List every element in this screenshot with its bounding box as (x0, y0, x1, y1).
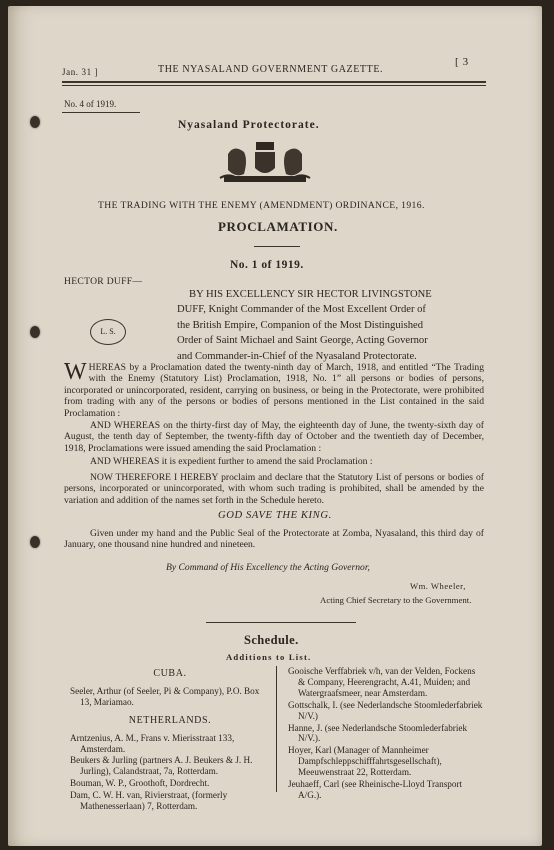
by-line: DUFF, Knight Commander of the Most Excellent Order of (177, 304, 426, 316)
binding-hole (30, 116, 40, 128)
header-rule-thin (62, 85, 486, 86)
protectorate-heading: Nyasaland Protectorate. (178, 119, 320, 131)
signatory-name: HECTOR DUFF— (64, 276, 143, 287)
drop-cap: W (64, 359, 87, 385)
list-item: Hoyer, Karl (Manager of Mannheimer Dampfschleppschifffahrtsgesellschaft), Meeuwenstraat 22, Rotterdam. (288, 745, 442, 778)
notice-number: No. 4 of 1919. (64, 99, 117, 109)
list-item: Gooische Verffabriek v/h, van der Velden, Fockens & Company, Heerengracht, A.41, Muiden; and Watergraafsmeer, near Amsterdam. (288, 666, 476, 698)
by-line: and Commander-in-Chief of the Nyasaland Protectorate. (177, 350, 417, 362)
schedule-right-column (288, 666, 484, 802)
schedule-title: Schedule. (244, 633, 299, 647)
list-item: Gottschalk, I. (see Nederlandsche Stoomlederfabriek N/V.) (288, 699, 483, 721)
now-therefore-paragraph: NOW THEREFORE I HEREBY proclaim and declare that the Statutory List of persons or bodies of persons, incorporated or unincorporated, with whom such trading is prohibited, shall be amended by the variation and addition of the names set forth in the Schedule hereto. (64, 472, 484, 506)
country-heading: CUBA. (153, 668, 187, 679)
header-page: [ 3 (455, 56, 469, 68)
binding-hole (30, 326, 40, 338)
binding-hole (30, 536, 40, 548)
list-item: Hanne, J. (see Nederlandsche Stoomlederfabriek N/V.). (288, 722, 468, 744)
signer-name: Wm. Wheeler, (410, 581, 466, 591)
signer-title: Acting Chief Secretary to the Government. (320, 595, 472, 605)
list-item: Dam, C. W. H. van, Rivierstraat, (formerly Mathenesserlaan) 7, Rotterdam. (70, 790, 228, 812)
divider-rule (254, 246, 300, 247)
country-heading: NETHERLANDS. (128, 714, 212, 726)
header-rule (62, 81, 486, 83)
list-item: Jeuhaeff, Carl (see Rheinische-Lloyd Transport A/G.). (288, 779, 463, 800)
list-item: Seeler, Arthur (of Seeler, Pi & Company), P.O. Box 13, Mariamao. (70, 685, 260, 707)
whereas-paragraph-1: WHEREAS by a Proclamation dated the twenty-ninth day of March, 1918, and entitled “The Trading with the Enemy (Statutory List) Proclamation, 1918, No. 1” all persons or bodies of persons, incorporated or unincorporated, resident, carrying on business, or being in the Protectorate, were prohibited from trading with any of the persons or bodies of persons mentioned in the List contained in the said Proclamation : (64, 359, 484, 419)
given-paragraph: Given under my hand and the Public Seal of the Protectorate at Zomba, Nyasaland, this third day of January, one thousand nine hundred and nineteen. (64, 528, 484, 551)
whereas-paragraph-2: AND WHEREAS on the thirty-first day of May, the eighteenth day of June, the twenty-sixth day of August, the tenth day of September, the twenty-fifth day of October and the twentieth day of December, 1918, Proclamations were issued amending the said Proclamation : (64, 420, 484, 454)
proclamation-heading: PROCLAMATION. (218, 219, 338, 234)
seal-mark: L. S. (90, 319, 126, 345)
notice-number-underline (62, 112, 140, 113)
schedule-left-column (70, 666, 270, 813)
list-item: Arntzenius, A. M., Frans v. Mierisstraat 133, Amsterdam. (70, 732, 235, 754)
by-command-line: By Command of His Excellency the Acting Governor, (166, 562, 370, 573)
whereas-paragraph-3: AND WHEREAS it is expedient further to amend the said Proclamation : (90, 456, 373, 467)
list-item: Bouman, W. P., Groothoft, Dordrecht. (70, 778, 210, 789)
by-his-excellency (177, 287, 432, 364)
by-line: Order of Saint Michael and Saint George, Acting Governor (177, 335, 428, 347)
list-item: Beukers & Jurling (partners A. J. Beukers & J. H. Jurling), Calandstraat, 7a, Rotterdam. (70, 755, 253, 777)
by-line: BY HIS EXCELLENCY SIR HECTOR LIVINGSTONE (189, 289, 432, 300)
gazette-page (8, 6, 542, 846)
column-divider (276, 666, 277, 792)
ordinance-title: THE TRADING WITH THE ENEMY (AMENDMENT) ORDINANCE, 1916. (98, 200, 425, 211)
royal-arms-emblem (218, 138, 312, 188)
header-title: THE NYASALAND GOVERNMENT GAZETTE. (158, 64, 384, 75)
header-date: Jan. 31 ] (62, 67, 99, 77)
proclamation-number: No. 1 of 1919. (230, 259, 304, 271)
by-line: the British Empire, Companion of the Most Distinguished (177, 319, 423, 331)
schedule-subtitle: Additions to List. (226, 652, 312, 662)
section-divider (206, 622, 356, 623)
god-save-the-king: GOD SAVE THE KING. (218, 510, 332, 521)
